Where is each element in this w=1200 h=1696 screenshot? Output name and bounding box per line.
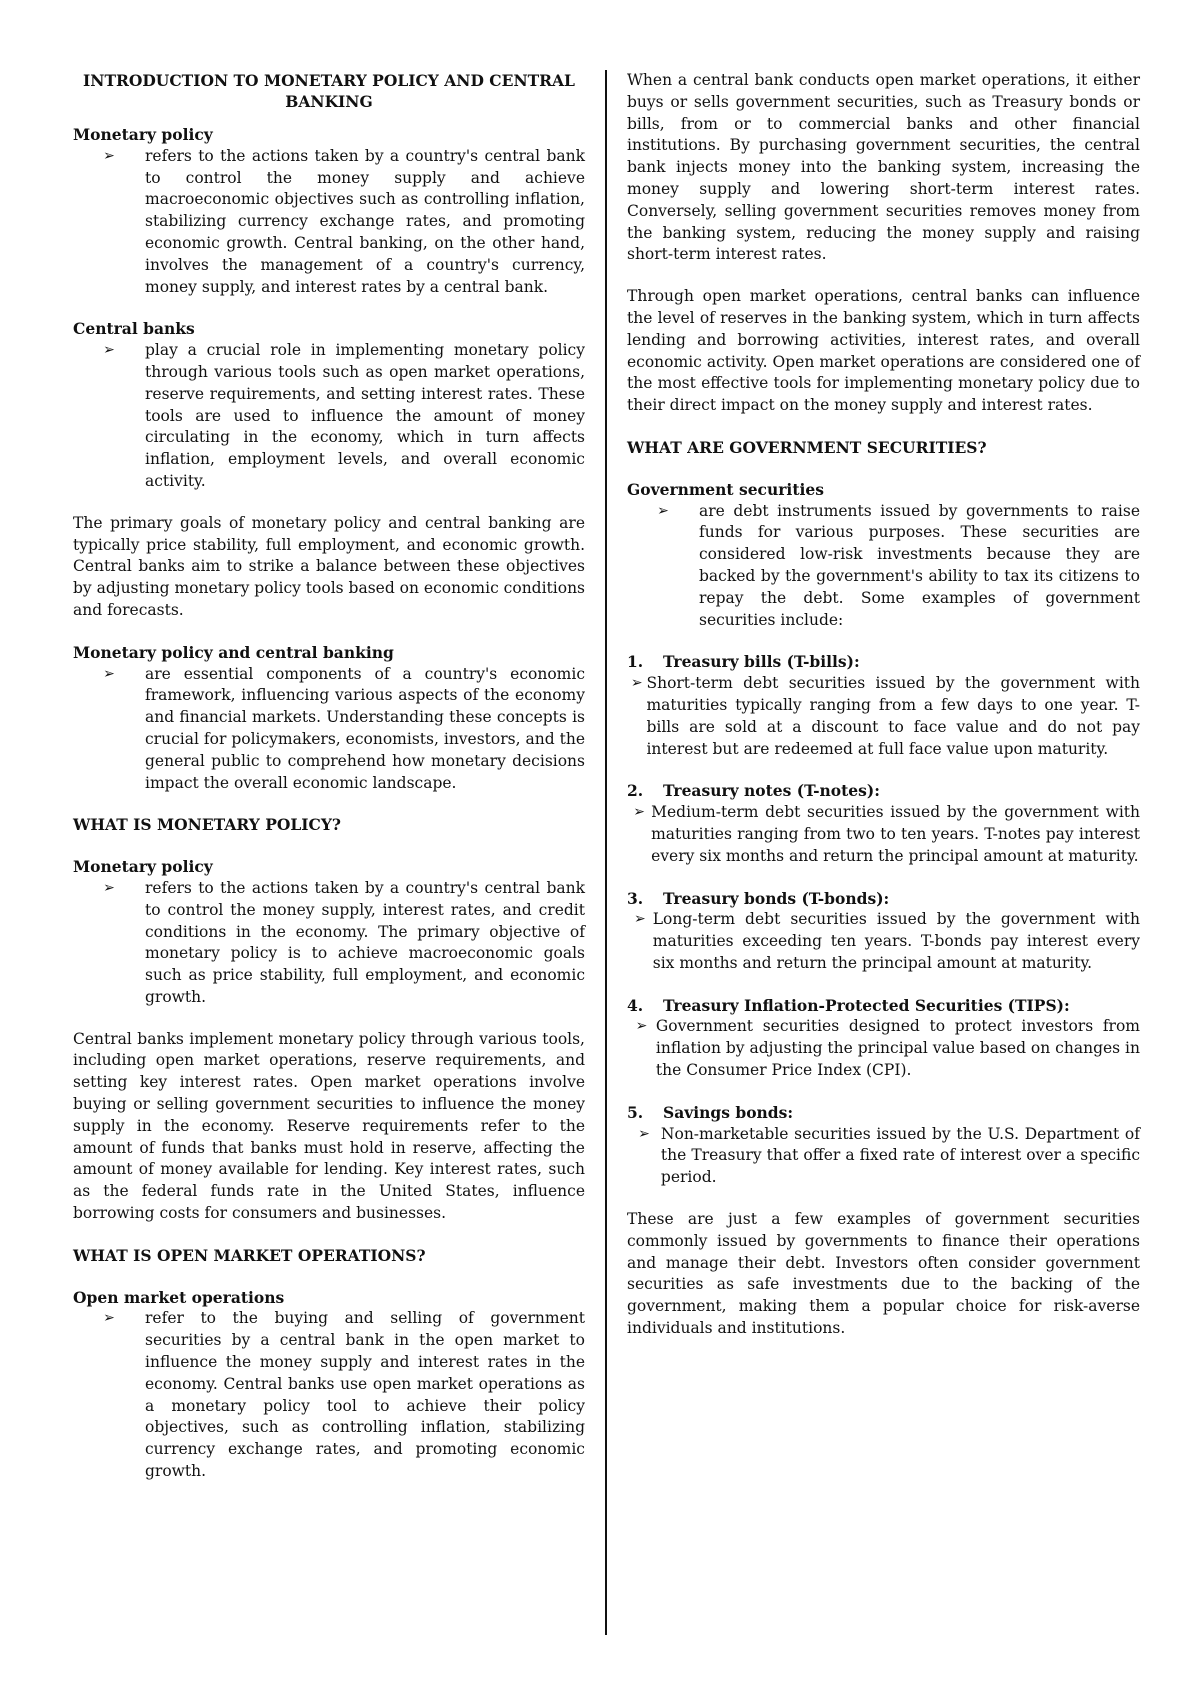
numbered-item (627, 888, 1140, 975)
arrow-bullet-icon: ➢ (103, 147, 115, 164)
arrow-bullet-icon: ➢ (103, 1310, 115, 1327)
numbered-item (627, 780, 1140, 867)
bullet-text: are debt instruments issued by governments to raise funds for various purposes. These securities are considered low-risk investments because they are backed by the government's ability to tax its citizens to repay the debt. Some examples of government securities include: (699, 501, 1140, 629)
numbered-item (627, 1102, 1140, 1189)
item-text: Long-term debt securities issued by the government with maturities exceeding ten years. T-bonds pay interest every six months and return the principal amount at maturity. (652, 910, 1140, 972)
document-title: INTRODUCTION TO MONETARY POLICY AND CENTRAL BANKING (83, 71, 575, 111)
item-number: 5. (627, 1102, 644, 1122)
item-heading: Treasury bills (T-bills): (663, 652, 860, 672)
definition-open-market-operations (73, 1287, 585, 1483)
bullet-item (73, 340, 585, 493)
bullet-text: refer to the buying and selling of government securities by a central bank in the open market to influence the money supply and interest rates in the economy. Central banks use open market operations as a monetary policy tool to achieve their policy objectives, such as controlling inflation, stabilizing currency exchange rates, and promoting economic growth. (145, 1309, 585, 1481)
item-number: 4. (627, 995, 644, 1015)
definition-monetary-policy (73, 124, 585, 298)
item-heading: Treasury Inflation-Protected Securities (TIPS): (663, 995, 1070, 1015)
left-column (73, 70, 585, 1503)
definition-monetary-policy-2 (73, 856, 585, 1009)
bullet-item (73, 146, 585, 299)
item-text: Short-term debt securities issued by the government with maturities typically ranging from a few days to one year. T-bills are sold at a discount to face value and do not pay interest but are redeemed at full face value upon maturity. (646, 674, 1140, 758)
bullet-text: refers to the actions taken by a country's central bank to control the money supply and achieve macroeconomic objectives such as controlling inflation, stabilizing currency exchange rates, and promoting economic growth. Central banking, on the other hand, involves the management of a country's currency, money supply, and interest rates by a central bank. (145, 146, 585, 296)
item-text: Government securities designed to protect investors from inflation by adjusting the principal value based on changes in the Consumer Price Index (CPI). (655, 1017, 1140, 1080)
term-label: Government securities (627, 479, 824, 499)
definition-government-securities (627, 479, 1140, 632)
item-number: 1. (627, 652, 644, 672)
item-text: Medium-term debt securities issued by the government with maturities ranging from two to ten years. T-notes pay interest every six months and return the principal amount at maturity. (651, 803, 1140, 865)
section-heading: WHAT IS MONETARY POLICY? (73, 815, 342, 835)
item-heading: Savings bonds: (663, 1102, 794, 1122)
bullet-item (73, 878, 585, 1009)
term-label: Open market operations (73, 1287, 285, 1307)
arrow-bullet-icon: ➢ (638, 1125, 650, 1142)
arrow-bullet-icon: ➢ (657, 502, 669, 519)
item-heading: Treasury notes (T-notes): (663, 781, 880, 801)
paragraph: When a central bank conducts open market operations, it either buys or sells government securities, such as Treasury bonds or bills, from or to commercial banks and other financial institutions. By purchasing government securities, the central bank injects money into the banking system, increasing the money supply and lowering short-term interest rates. Conversely, selling government securities removes money from the banking system, reducing the money supply and raising short-term interest rates. (627, 71, 1140, 264)
arrow-bullet-icon: ➢ (633, 804, 645, 821)
arrow-bullet-icon: ➢ (630, 675, 643, 692)
arrow-bullet-icon: ➢ (634, 911, 646, 928)
numbered-item (627, 651, 1140, 760)
bullet-text: refers to the actions taken by a country's central bank to control the money supply, interest rates, and credit conditions in the economy. The primary objective of monetary policy is to achieve macroeconomic goals such as price stability, full employment, and economic growth. (145, 878, 585, 1006)
item-number: 2. (627, 781, 644, 801)
arrow-bullet-icon: ➢ (103, 665, 115, 682)
numbered-item (627, 995, 1140, 1082)
bullet-text: are essential components of a country's economic framework, influencing various aspects of the economy and financial markets. Understanding these concepts is crucial for policymakers, economists, investors, and the general public to comprehend how monetary decisions impact the overall economic landscape. (145, 664, 585, 792)
bullet-item (73, 1308, 585, 1482)
term-label: Monetary policy (73, 857, 213, 877)
item-number: 3. (627, 888, 644, 908)
arrow-bullet-icon: ➢ (103, 879, 115, 896)
paragraph: Central banks implement monetary policy through various tools, including open market operations, reserve requirements, and setting key interest rates. Open market operations involve buying or selling government securities to influence the money supply in the economy. Reserve requirements refer to the amount of funds that banks must hold in reserve, affecting the amount of money available for lending. Key interest rates, such as the federal funds rate in the United States, influence borrowing costs for consumers and businesses. (73, 1029, 585, 1223)
column-divider (605, 70, 607, 1635)
term-label: Monetary policy (73, 125, 213, 144)
section-heading: WHAT IS OPEN MARKET OPERATIONS? (73, 1245, 426, 1265)
definition-central-banks (73, 318, 585, 492)
paragraph: These are just a few examples of government securities commonly issued by governments to finance their operations and manage their debt. Investors often consider government securities as safe investments due to the backing of the government, making them a popular choice for risk-averse individuals and institutions. (627, 1210, 1140, 1338)
arrow-bullet-icon: ➢ (103, 342, 115, 359)
bullet-item (73, 664, 585, 795)
bullet-text: play a crucial role in implementing monetary policy through various tools such as open market operations, reserve requirements, and setting interest rates. These tools are used to influence the amount of money circulating in the economy, which in turn affects inflation, employment levels, and overall economic activity. (145, 341, 585, 490)
definition-monetary-policy-and-central-banking (73, 642, 585, 795)
term-label: Monetary policy and central banking (73, 642, 394, 662)
paragraph: The primary goals of monetary policy and central banking are typically price stability, full employment, and economic growth. Central banks aim to strike a balance between these objectives by adjusting monetary policy tools based on economic conditions and forecasts. (73, 513, 586, 619)
section-heading: WHAT ARE GOVERNMENT SECURITIES? (627, 437, 987, 457)
item-text: Non-marketable securities issued by the U.S. Department of the Treasury that offer a fixed rate of interest over a specific period. (660, 1124, 1140, 1187)
paragraph: Through open market operations, central banks can influence the level of reserves in the banking system, which in turn affects lending and borrowing activities, interest rates, and overall economic activity. Open market operations are considered one of the most effective tools for implementing monetary policy due to their direct impact on the money supply and interest rates. (627, 287, 1140, 415)
bullet-item (627, 501, 1140, 632)
arrow-bullet-icon: ➢ (635, 1018, 648, 1035)
term-label: Central banks (73, 319, 195, 339)
right-column (627, 70, 1140, 1360)
item-heading: Treasury bonds (T-bonds): (663, 888, 890, 908)
